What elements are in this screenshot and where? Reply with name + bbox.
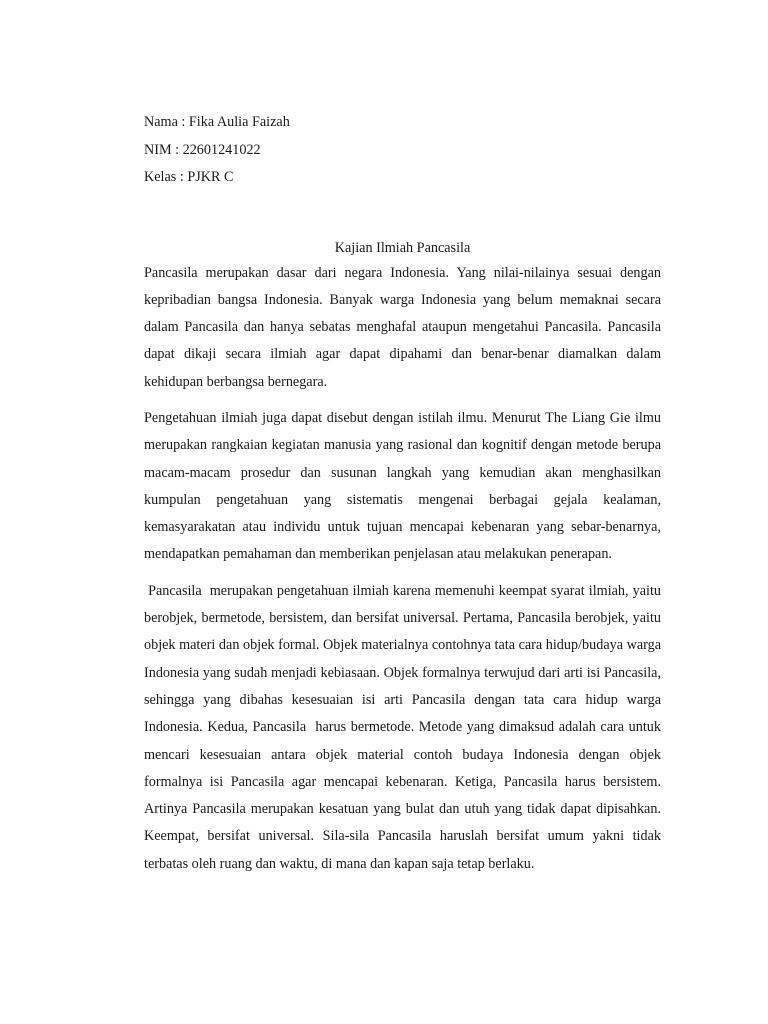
student-class: Kelas : PJKR C bbox=[144, 169, 234, 185]
document-title: Kajian Ilmiah Pancasila bbox=[334, 239, 471, 256]
paragraph-definition: Pengetahuan ilmiah juga dapat disebut dengan istilah ilmu. Menurut The Liang Gie ilmu merupakan rangkaian kegiatan manusia yang rasional dan kognitif dengan metode berupa macam-macam prosedur dan susunan langkah yang kemudian akan menghasilkan kumpulan pengetahuan yang sistematis mengenai berbagai gejala kealaman, kemasyarakatan atau individu untuk tujuan mencapai kebenaran yang sebar-benarnya, mendapatkan pemahaman dan memberikan penjelasan atau melakukan penerapan. bbox=[144, 409, 661, 563]
document-page bbox=[144, 109, 665, 878]
student-nim: NIM : 22601241022 bbox=[144, 141, 261, 158]
student-name: Nama : Fika Aulia Faizah bbox=[144, 114, 290, 130]
paragraph-intro: Pancasila merupakan dasar dari negara Indonesia. Yang nilai-nilainya sesuai dengan kepribadian bangsa Indonesia. Banyak warga Indonesia yang belum memaknai secara dalam Pancasila dan hanya sebatas menghafal ataupun mengetahui Pancasila. Pancasila dapat dikaji secara ilmiah agar dapat dipahami dan benar-benar diamalkan dalam kehidupan berbangsa bernegara. bbox=[144, 264, 661, 390]
paragraph-requirements: Pancasila merupakan pengetahuan ilmiah karena memenuhi keempat syarat ilmiah, yaitu berobjek, bermetode, bersistem, dan bersifat universal. Pertama, Pancasila berobjek, yaitu objek materi dan objek formal. Objek materialnya contohnya tata cara hidup/budaya warga Indonesia yang sudah menjadi kebiasaan. Objek formalnya terwujud dari arti isi Pancasila, sehingga yang dibahas kesesuaian isi arti Pancasila dengan tata cara hidup warga Indonesia. Kedua, Pancasila harus bermetode. Metode yang dimaksud adalah cara untuk mencari kesesuaian antara objek material contoh budaya Indonesia dengan objek formalnya isi Pancasila agar mencapai kebenaran. Ketiga, Pancasila harus bersistem. Artinya Pancasila merupakan kesatuan yang bulat dan utuh yang tidak dapat dipisahkan. Keempat, bersifat universal. Sila-sila Pancasila haruslah bersifat umum yakni tidak terbatas oleh ruang dan waktu, di mana dan kapan saja tetap berlaku. bbox=[144, 582, 665, 872]
